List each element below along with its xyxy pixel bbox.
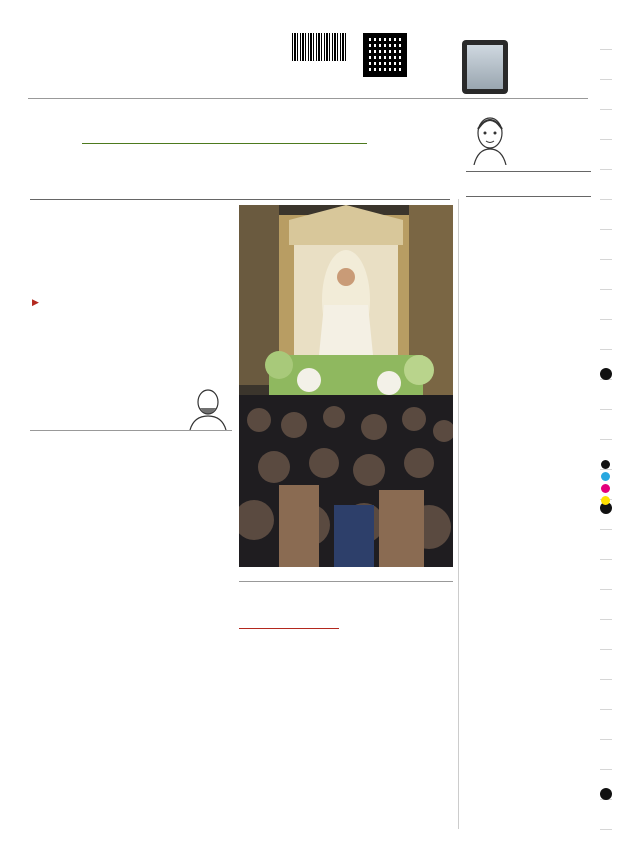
color-registration [601,460,610,508]
author-portrait [186,386,230,430]
dek: ▶ [32,297,39,307]
register-dot [600,368,612,380]
page-edge-marks [600,40,612,830]
article-body-continued-top [239,587,453,625]
photo-macarena [239,205,453,567]
pullquote-box [239,628,339,633]
column-rule [458,199,459,829]
qr-code[interactable] [363,33,407,77]
article-body-continued-right [345,628,453,738]
barcode [290,32,350,80]
register-dot [600,788,612,800]
phone-image [462,40,508,94]
article-body-continued-bottom [239,740,453,830]
article-body [32,440,232,830]
columnist-portrait [470,113,510,165]
sidebar-body [466,278,592,816]
